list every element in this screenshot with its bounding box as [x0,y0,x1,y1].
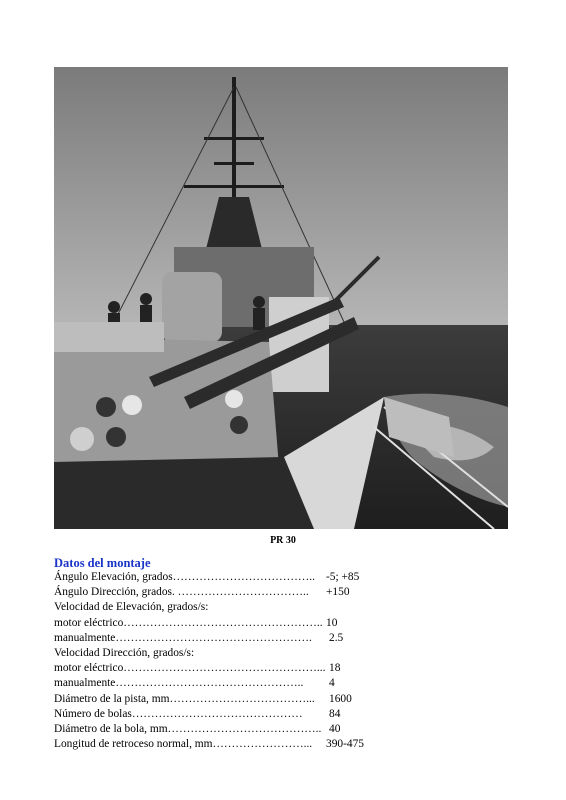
spec-row [54,646,514,661]
spec-label: Diámetro de la bola, mm………………………………….. [54,722,322,735]
spec-label: Velocidad Dirección, grados/s: [54,646,195,659]
specs-list [54,570,514,752]
spec-value: 390-475 [326,738,364,751]
spec-value: 18 [329,662,341,675]
spec-row [54,722,514,737]
spec-label: Diámetro de la pista, mm………………………………... [54,692,315,705]
spec-value: 4 [329,677,335,690]
spec-row [54,585,514,600]
spec-label: motor eléctrico…………………………………………….. [54,616,323,629]
spec-label: manualmente……………………………………………. [54,631,312,644]
spec-row [54,600,514,615]
spec-value: 2.5 [329,631,344,644]
spec-row [54,676,514,691]
spec-label: Ángulo Elevación, grados……………………………….. [54,571,316,583]
spec-label: Longitud de retroceso normal, mm……………………... [54,738,313,751]
spec-value: 1600 [329,692,352,705]
photo-caption: PR 30 [270,535,296,546]
spec-row [54,631,514,646]
spec-label: Velocidad de Elevación, grados/s: [54,601,209,614]
spec-row [54,707,514,722]
spec-row [54,737,514,752]
spec-value: 40 [329,722,341,735]
spec-label: Número de bolas……………………………………… [54,707,303,720]
spec-label: motor eléctrico……………………………………………... [54,662,326,675]
spec-label: manualmente………………………………………….. [54,677,304,690]
spec-value: -5; +85 [326,571,360,583]
spec-value: +150 [326,586,350,599]
spec-value: 10 [326,616,338,629]
spec-row [54,661,514,676]
spec-value: 84 [329,707,341,720]
spec-row [54,692,514,707]
section-title: Datos del montaje [54,556,151,570]
ship-gun-mount-photo [54,67,508,529]
spec-row [54,570,514,585]
spec-label: Ángulo Dirección, grados. …………………………….. [54,586,309,599]
spec-row [54,616,514,631]
